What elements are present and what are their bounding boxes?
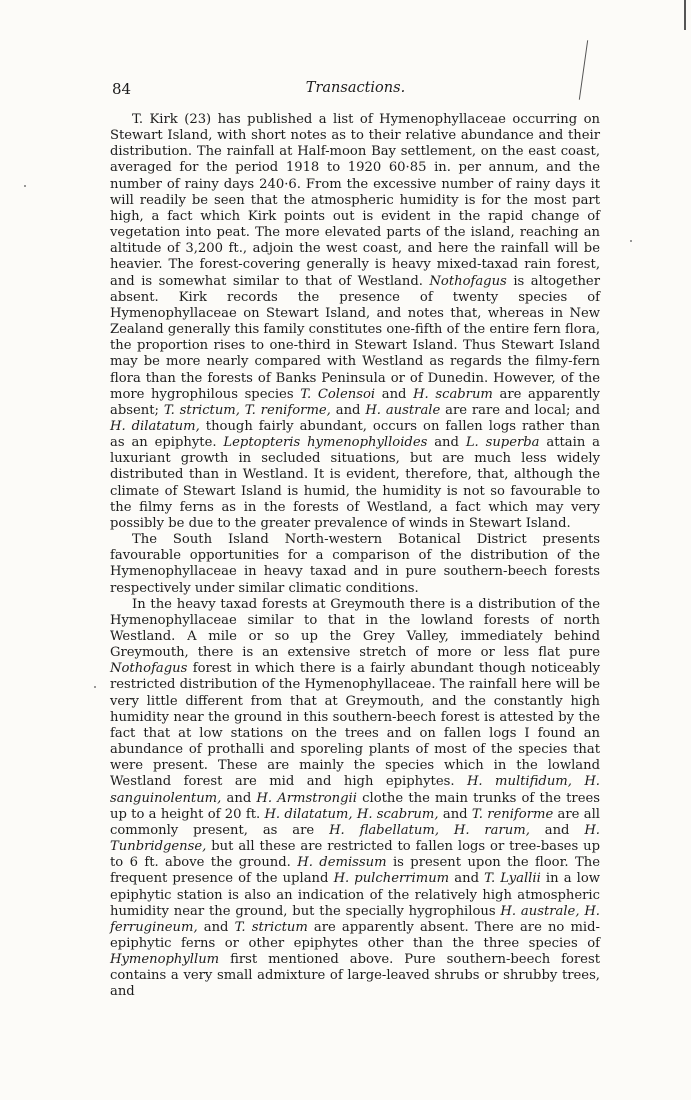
running-title: Transactions. xyxy=(305,80,406,96)
paragraph-2: The South Island North-western Botanical District presents favourable opportunities for a comparison of the distribution of the Hymenophyllaceae in heavy taxad and in pure southern-beech forests respectively under similar climatic conditions. xyxy=(110,532,600,596)
body-text xyxy=(110,112,600,1001)
dust-speck xyxy=(94,686,96,688)
page-number: 84 xyxy=(112,80,132,98)
dust-speck xyxy=(24,185,26,187)
edge-mark xyxy=(684,0,686,30)
paragraph-1: T. Kirk (23) has published a list of Hymenophyllaceae occurring on Stewart Island, with short notes as to their relative abundance and their distribution. The rainfall at Half-moon Bay settlement, on the east coast, averaged for the period 1918 to 1920 60·85 in. per annum, and the number of rainy days 240·6. From the excessive number of rainy days it will readily be seen that the atmospheric humidity is for the most part high, a fact which Kirk points out is evident in the rapid change of vegetation into peat. The more elevated parts of the island, reaching an altitude of 3,200 ft., adjoin the west coast, and here the rainfall will be heavier. The forest-covering generally is heavy mixed-taxad rain forest, and is somewhat similar to that of Westland. Nothofagus is altogether absent. Kirk records the presence of twenty species of Hymenophyllaceae on Stewart Island, and notes that, whereas in New Zealand generally this family constitutes one-fifth of the entire fern flora, the proportion rises to one-third in Stewart Island. Thus Stewart Island may be more nearly compared with Westland as regards the filmy-fern flora than the forests of Banks Peninsula or of Dunedin. However, of the more hygrophilous species T. Colensoi and H. scabrum are apparently absent; T. strictum, T. reniforme, and H. australe are rare and local; and H. dilatatum, though fairly abundant, occurs on fallen logs rather than as an epiphyte. Leptopteris hymenophylloides and L. superba attain a luxuriant growth in secluded situations, but are much less widely distributed than in Westland. It is evident, therefore, that, although the climate of Stewart Island is humid, the humidity is not so favourable to the filmy ferns as in the forests of Westland, a fact which may very possibly be due to the greater prevalence of winds in Stewart Island. xyxy=(110,112,601,531)
dust-speck xyxy=(630,240,632,242)
paragraph-3: In the heavy taxad forests at Greymouth there is a distribution of the Hymenophyllaceae similar to that in the lowland forests of north Westland. A mile or so up the Grey Valley, immediately behind Greymouth, there is an extensive stretch of more or less flat pure Nothofagus forest in which there is a fairly abundant though noticeably restricted distribution of the Hymenophyllaceae. The rainfall here will be very little different from that at Greymouth, and the constantly high humidity near the ground in this southern-beech forest is attested by the fact that at low stations on the trees and on fallen logs I found an abundance of prothalli and sporeling plants of most of the species that were present. These are mainly the species which in the lowland Westland forest are mid and high epiphytes. H. multifidum, H. sanguinolentum, and H. Armstrongii clothe the main trunks of the trees up to a height of 20 ft. H. dilatatum, H. scabrum, and T. reniforme are all commonly present, as are H. flabellatum, H. rarum, and H. Tunbridgense, but all these are restricted to fallen logs or tree-bases up to 6 ft. above the ground. H. demissum is present upon the floor. The frequent presence of the upland H. pulcherrimum and T. Lyallii in a low epiphytic station is also an indication of the relatively high atmospheric humidity near the ground, but the specially hygrophilous H. australe, H. ferrugineum, and T. strictum are apparently absent. There are no mid-epiphytic ferns or other epiphytes other than the three species of Hymenophyllum first mentioned above. Pure southern-beech forest contains a very small admixture of large-leaved shrubs or shrubby trees, and xyxy=(110,596,601,1000)
